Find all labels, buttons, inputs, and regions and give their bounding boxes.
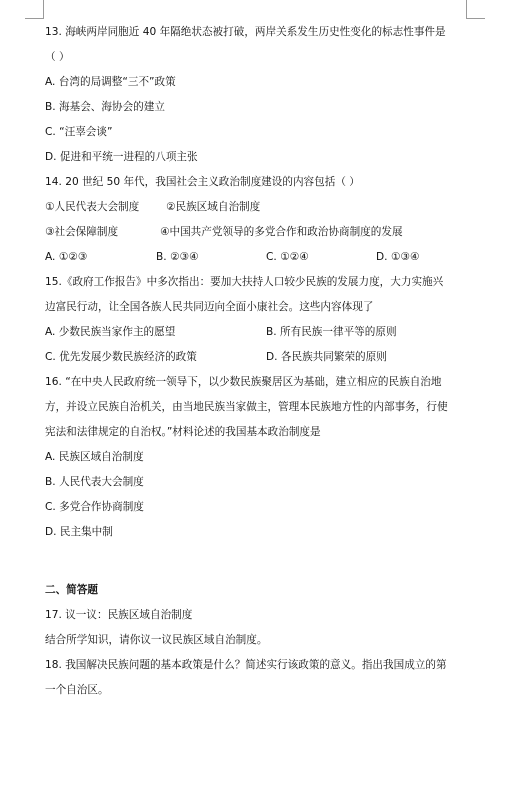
q14-item-2: ②民族区域自治制度	[166, 201, 261, 213]
q16-stem-line3: 宪法和法律规定的自治权。”材料论述的我国基本政治制度是	[45, 426, 321, 438]
q15-stem-line2: 边富民行动，让全国各族人民共同迈向全面小康社会。这些内容体现了	[45, 301, 374, 313]
q16-option-d: D. 民主集中制	[45, 526, 113, 538]
q13-option-d: D. 促进和平统一进程的八项主张	[45, 151, 198, 163]
q14-item-1: ①人民代表大会制度	[45, 201, 140, 213]
q15-option-b: B. 所有民族一律平等的原则	[266, 326, 397, 338]
q14-item-4: ④中国共产党领导的多党合作和政治协商制度的发展	[160, 226, 403, 238]
q14-stem: 14. 20 世纪 50 年代，我国社会主义政治制度建设的内容包括（ ）	[45, 176, 360, 188]
q14-item-3: ③社会保障制度	[45, 226, 119, 238]
q14-option-a: A. ①②③	[45, 251, 88, 263]
q18-line2: 一个自治区。	[45, 684, 109, 696]
q17-line2: 结合所学知识，请你议一议民族区域自治制度。	[45, 634, 268, 646]
section-heading: 二、简答题	[45, 584, 98, 596]
q14-option-d: D. ①③④	[376, 251, 420, 263]
q16-option-b: B. 人民代表大会制度	[45, 476, 144, 488]
q13-option-c: C. “汪辜会谈”	[45, 126, 113, 138]
q18-line1: 18. 我国解决民族问题的基本政策是什么？简述实行该政策的意义。指出我国成立的第	[45, 659, 447, 671]
q16-stem-line2: 方，并设立民族自治机关，由当地民族当家做主，管理本民族地方性的内部事务，行使	[45, 401, 448, 413]
q15-option-d: D. 各民族共同繁荣的原则	[266, 351, 387, 363]
page-corner-mark-left	[25, 0, 44, 19]
page-corner-mark-right	[466, 0, 485, 19]
q16-option-c: C. 多党合作协商制度	[45, 501, 144, 513]
q14-option-c: C. ①②④	[266, 251, 309, 263]
q13-option-b: B. 海基会、海协会的建立	[45, 101, 165, 113]
q15-option-c: C. 优先发展少数民族经济的政策	[45, 351, 197, 363]
q16-option-a: A. 民族区域自治制度	[45, 451, 144, 463]
q16-stem-line1: 16. “在中央人民政府统一领导下，以少数民族聚居区为基础，建立相应的民族自治地	[45, 376, 442, 388]
q13-stem-line2: （ ）	[45, 51, 70, 63]
q15-option-a: A. 少数民族当家作主的愿望	[45, 326, 176, 338]
q14-option-b: B. ②③④	[156, 251, 199, 263]
q15-stem-line1: 15.《政府工作报告》中多次指出：要加大扶持人口较少民族的发展力度，大力实施兴	[45, 276, 444, 288]
q13-stem-line1: 13. 海峡两岸同胞近 40 年隔绝状态被打破，两岸关系发生历史性变化的标志性事件是	[45, 26, 446, 38]
q13-option-a: A. 台湾的局调整“三不”政策	[45, 76, 176, 88]
q17-line1: 17. 议一议：民族区域自治制度	[45, 609, 193, 621]
